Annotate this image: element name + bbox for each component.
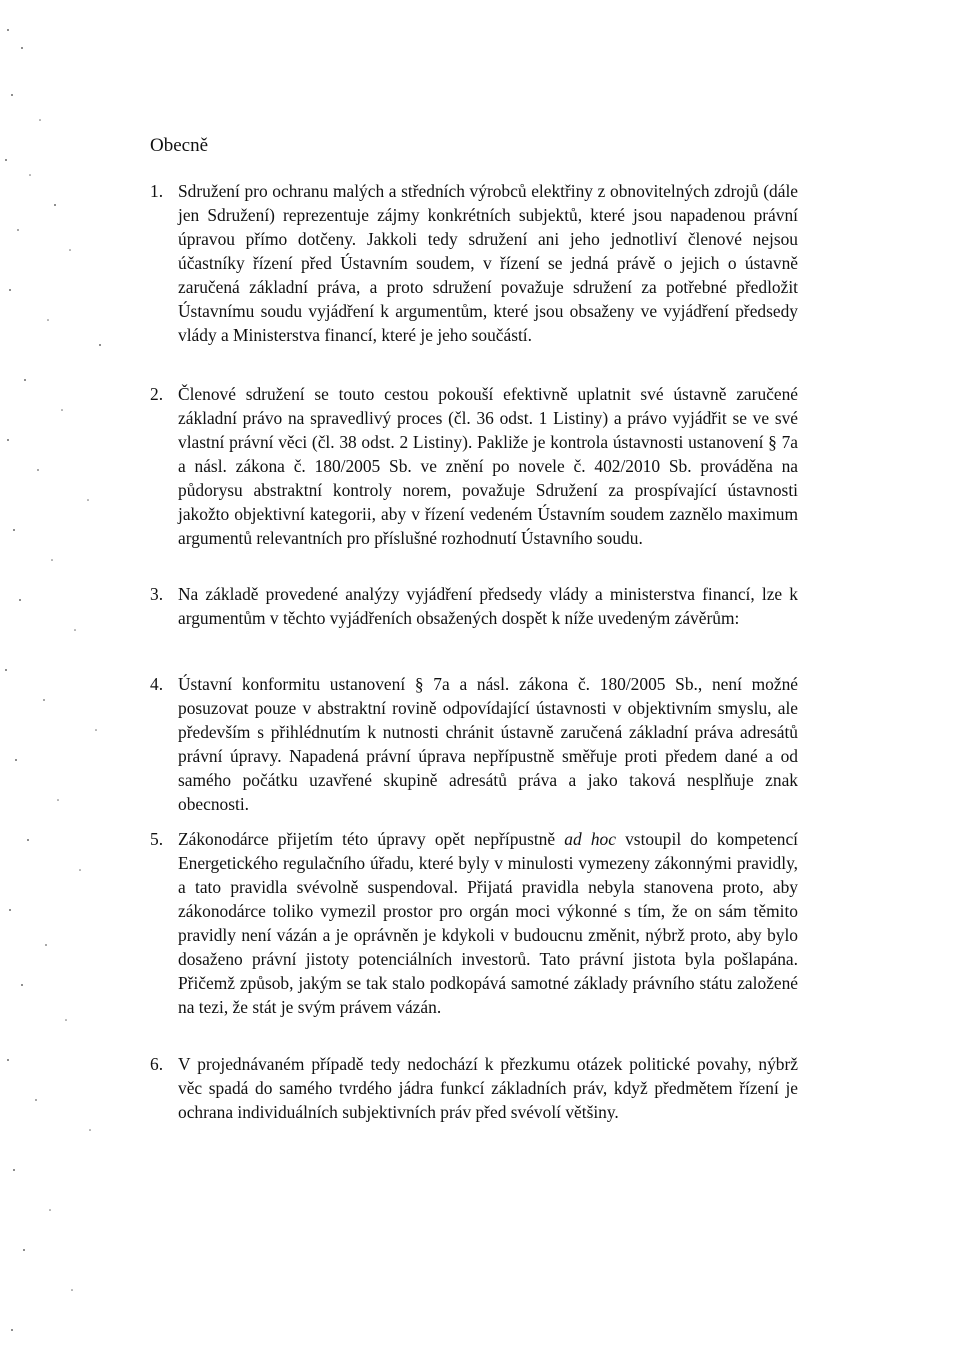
section-heading: Obecně: [150, 135, 209, 156]
paragraph-text: Sdružení pro ochranu malých a středních výrobců elektřiny z obnovitelných zdrojů (dále jen Sdružení) reprezentuje zájmy konkrétních subjektů, které jsou napadenou právní úpravou přímo dotčeny. Jakkoli tedy sdružení ani jeho jednotliví členové nejsou účastníky řízení před Ústavním soudem, v řízení se jedná právě o jejich o ústavně zaručená základní práva, a proto sdružení považuje sdružení za potřebné předložit Ústavnímu soudu vyjádření k argumentům, které jsou obsaženy ve vyjádření předsedy vlády a Ministerstva financí, které je jeho součástí.: [178, 181, 798, 345]
paragraph-text: Členové sdružení se touto cestou pokouší efektivně uplatnit své ústavně zaručené základní právo na spravedlivý proces (čl. 36 odst. 1 Listiny) a právo vyjádřit se ve své vlastní právní věci (čl. 38 odst. 2 Listiny). Pakliže je kontrola ústavnosti ustanovení § 7a a násl. zákona č. 180/2005 Sb. ve znění po novele č. 402/2010 Sb. prováděna na půdorysu abstraktní kontroly norem, považuje Sdružení za prospívající ústavnosti jakožto objektivní kategorii, aby v řízení vedeném Ústavním soudem zaznělo maximum argumentů relevantních pro příslušné rozhodnutí Ústavního soudu.: [178, 384, 798, 548]
paragraph-3: [150, 582, 798, 630]
paragraph-1: [150, 179, 798, 347]
paragraph-number: 1.: [150, 181, 164, 201]
italic-phrase: ad hoc: [564, 829, 616, 849]
paragraph-number: 5.: [150, 829, 164, 849]
paragraph-6: [150, 1052, 798, 1124]
paragraph-text-start: Zákonodárce přijetím této úpravy opět nepřípustně: [178, 829, 565, 849]
paragraph-text: Na základě provedené analýzy vyjádření předsedy vlády a ministerstva financí, lze k argumentům v těchto vyjádřeních obsažených dospět k níže uvedeným závěrům:: [178, 584, 798, 628]
paragraph-4: [150, 672, 798, 816]
paragraph-text-end: vstoupil do kompetencí Energetického regulačního úřadu, které byly v minulosti vymezeny zákonnými pravidly, a tato pravidla svévolně suspendoval. Přijatá pravidla nebyla stanovena proto, aby zákonodárce toliko vymezil prostor pro orgán moci výkonné s tím, že on sám těmito pravidly není vázán a je oprávněn je kdykoli v budoucnu změnit, nýbrž proto, aby bylo dosaženo právní jistoty potenciálních investorů. Tato právní jistota byla pošlapána. Přičemž způsob, jakým se tak stalo podkopává samotné základy právního státu založené na tezi, že stát je svým právem vázán.: [178, 829, 798, 1017]
paragraph-2: [150, 382, 798, 550]
paragraph-number: 6.: [150, 1054, 164, 1074]
paragraph-text: V projednávaném případě tedy nedochází k přezkumu otázek politické povahy, nýbrž věc spadá do samého tvrdého jádra funkcí základních práv, když předmětem řízení je ochrana individuálních subjektivních práv před svévolí většiny.: [178, 1054, 798, 1122]
paragraph-number: 3.: [150, 584, 164, 604]
paragraph-5: [150, 827, 798, 1019]
scan-noise: [0, 0, 140, 1353]
paragraph-number: 4.: [150, 674, 164, 694]
paragraph-number: 2.: [150, 384, 164, 404]
paragraph-text: Ústavní konformitu ustanovení § 7a a násl. zákona č. 180/2005 Sb., není možné posuzovat pouze v abstraktní rovině odpovídající ústavnosti v objektivním smyslu, ale především s přihlédnutím k nutnosti chránit ústavně zaručená základní práva adresátů právní úpravy. Napadená právní úprava nepřípustně směřuje proti předem dané a od samého počátku uzavřené skupině adresátů práva a jako taková nesplňuje znak obecnosti.: [178, 674, 798, 814]
paragraph-text: [178, 827, 798, 1019]
